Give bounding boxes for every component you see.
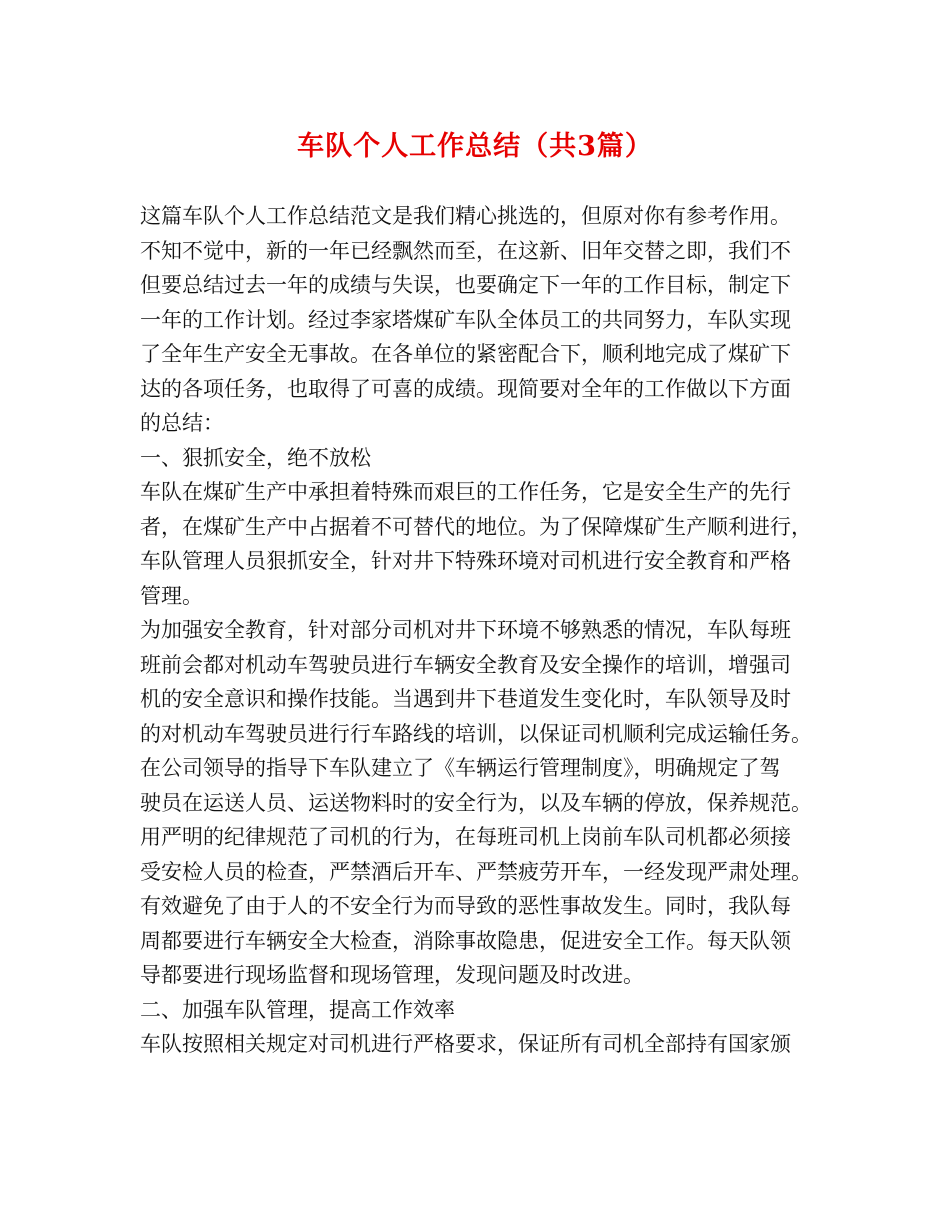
body-line: 受安检人员的检查，严禁酒后开车、严禁疲劳开车，一经发现严肃处理。 bbox=[140, 859, 812, 884]
body-line: 车队按照相关规定对司机进行严格要求，保证所有司机全部持有国家颁 bbox=[140, 1032, 791, 1056]
body-line: 导都要进行现场监督和现场管理，发现问题及时改进。 bbox=[140, 963, 644, 987]
body-line: 用严明的纪律规范了司机的行为，在每班司机上岗前车队司机都必须接 bbox=[140, 825, 791, 849]
document-body bbox=[140, 199, 830, 1062]
body-line: 了全年生产安全无事故。在各单位的紧密配合下，顺利地完成了煤矿下 bbox=[140, 342, 791, 366]
body-line: 不知不觉中，新的一年已经飘然而至，在这新、旧年交替之即，我们不 bbox=[140, 238, 791, 263]
body-line: 机的安全意识和操作技能。当遇到井下巷道发生变化时，车队领导及时 bbox=[140, 687, 791, 711]
document-title: 车队个人工作总结（共3篇） bbox=[297, 131, 653, 162]
body-line: 者，在煤矿生产中占据着不可替代的地位。为了保障煤矿生产顺利进行， bbox=[140, 514, 812, 539]
body-line: 一年的工作计划。经过李家塔煤矿车队全体员工的共同努力，车队实现 bbox=[140, 307, 791, 332]
body-line: 车队管理人员狠抓安全，针对井下特殊环境对司机进行安全教育和严格 bbox=[140, 549, 791, 573]
body-line: 的总结： bbox=[140, 411, 224, 435]
body-line: 但要总结过去一年的成绩与失误，也要确定下一年的工作目标，制定下 bbox=[140, 273, 791, 297]
body-line: 达的各项任务，也取得了可喜的成绩。现简要对全年的工作做以下方面 bbox=[140, 376, 791, 401]
body-line: 在公司领导的指导下车队建立了《车辆运行管理制度》，明确规定了驾 bbox=[140, 756, 781, 780]
body-line: 车队在煤矿生产中承担着特殊而艰巨的工作任务，它是安全生产的先行 bbox=[140, 480, 791, 504]
body-line: 为加强安全教育，针对部分司机对井下环境不够熟悉的情况，车队每班 bbox=[140, 618, 791, 642]
body-line: 驶员在运送人员、运送物料时的安全行为，以及车辆的停放，保养规范。 bbox=[140, 790, 812, 815]
body-line: 周都要进行车辆安全大检查，消除事故隐患，促进安全工作。每天队领 bbox=[140, 928, 791, 953]
body-line: 管理。 bbox=[140, 583, 203, 608]
body-line: 这篇车队个人工作总结范文是我们精心挑选的，但原对你有参考作用。 bbox=[140, 204, 791, 228]
body-line: 班前会都对机动车驾驶员进行车辆安全教育及安全操作的培训，增强司 bbox=[140, 652, 791, 677]
section-heading-2: 二、加强车队管理，提高工作效率 bbox=[140, 997, 455, 1022]
body-line: 有效避免了由于人的不安全行为而导致的恶性事故发生。同时，我队每 bbox=[140, 894, 791, 918]
section-heading-1: 一、狠抓安全，绝不放松 bbox=[140, 445, 371, 470]
body-line: 的对机动车驾驶员进行行车路线的培训，以保证司机顺利完成运输任务。 bbox=[140, 721, 812, 746]
